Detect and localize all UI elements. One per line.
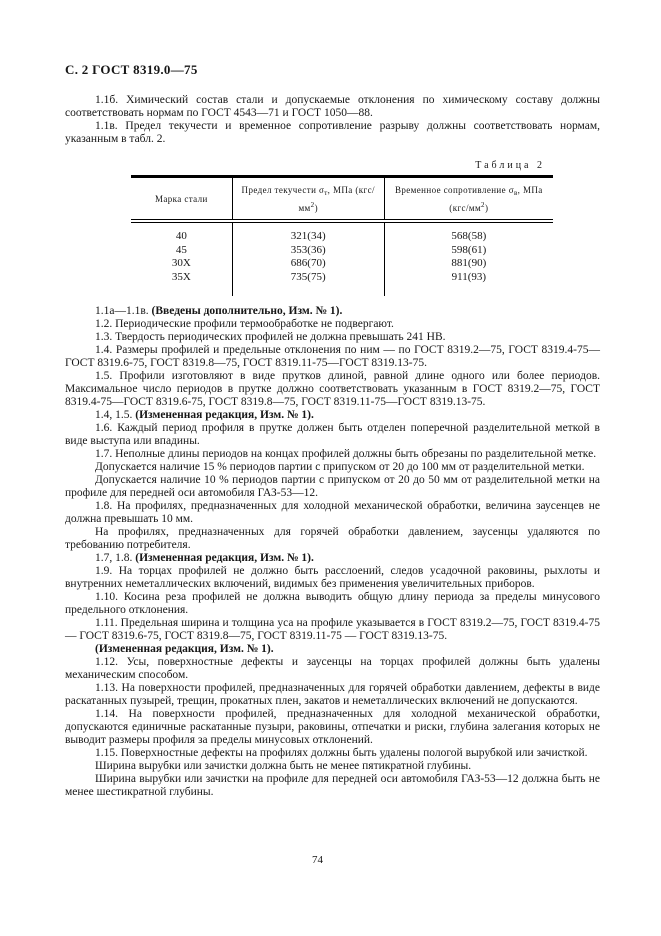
paragraph (65, 461, 600, 474)
text-segment: 1.8. На профилях, предназначенных для холодной механической обработки, величина заусенцев не должна превышать 10 мм. (65, 500, 600, 525)
column-header-label: Временное сопротивление σ (394, 185, 514, 195)
paragraph (65, 120, 600, 146)
paragraph (65, 656, 600, 682)
cell-tensile-strength: 911(93) (384, 271, 553, 297)
paragraph (65, 552, 600, 565)
amendment-note: (Измененная редакция, Изм. № 1). (135, 552, 314, 564)
table-row (131, 244, 553, 258)
cell-tensile-strength: 881(90) (384, 257, 553, 271)
amendment-note: (Измененная редакция, Изм. № 1). (135, 409, 314, 421)
text-segment: 1.7. Неполные длины периодов на концах профилей должны быть обрезаны по разделительной метке. (95, 448, 597, 460)
amendment-note: (Введены дополнительно, Изм. № 1). (151, 305, 343, 317)
cell-yield-strength: 321(34) (232, 221, 384, 244)
cell-yield-strength: 686(70) (232, 257, 384, 271)
paragraph (65, 448, 600, 461)
table-row (131, 257, 553, 271)
text-segment: 1.4. Размеры профилей и предельные отклонения по ним — по ГОСТ 8319.2—75, ГОСТ 8319.4-75—ГОСТ 8319.6-75, ГОСТ 8319.8—75, ГОСТ 8319.11-75—ГОСТ 8319.13-75. (65, 344, 600, 369)
paragraph (65, 682, 600, 708)
paragraph (65, 370, 600, 409)
text-segment: 1.6. Каждый период профиля в прутке должен быть отделен поперечной разделительной меткой в виде выступа или впадины. (65, 422, 600, 447)
main-paragraphs (65, 305, 600, 799)
column-header-steel-grade (131, 177, 232, 222)
column-header-tensile-strength (384, 177, 553, 222)
paragraph (65, 526, 600, 552)
paragraph (65, 318, 600, 331)
text-segment: 1.4, 1.5. (95, 409, 136, 421)
column-header-label: ) (314, 203, 318, 213)
steel-grades-table (131, 175, 553, 296)
squared-superscript: 2 (481, 201, 485, 209)
text-segment: 1.1а—1.1в. (95, 305, 152, 317)
cell-steel-grade: 40 (175, 230, 187, 242)
paragraph (65, 747, 600, 760)
text-segment: На профилях, предназначенных для горячей обработки давлением, заусенцы удаляются по требованию потребителя. (65, 526, 600, 551)
paragraph (65, 305, 600, 318)
text-segment: 1.5. Профили изготовляют в виде прутков длиной, равной длине одного или более периодов. Максимальное число периодов в прутке должно соответствовать указанным в ГОСТ 8319.2—75, ГОСТ 8319.4-75—ГОСТ 8319.6-75, ГОСТ 8319.8—75, ГОСТ 8319.11-75—ГОСТ 8319.13-75. (65, 370, 600, 408)
cell-steel-grade: 35Х (171, 270, 191, 283)
paragraph (65, 643, 600, 656)
paragraph (65, 94, 600, 120)
text-segment: Ширина вырубки или зачистки должна быть не менее пятикратной глубины. (95, 760, 472, 772)
column-header-yield-strength (232, 177, 384, 222)
intro-paragraphs (65, 94, 600, 146)
text-segment: 1.13. На поверхности профилей, предназначенных для горячей обработки давлением, дефекты в виде раскатанных пузырей, трещин, прокатных плен, закатов и неметаллических включений не допускаются. (65, 682, 600, 707)
text-segment: 1.14. На поверхности профилей, предназначенных для холодной механической обработки, допускаются единичные раскатанные пузыри, раковины, отпечатки и риски, глубина залегания которых не выводит размеры профиля за пределы минусовых отклонений. (65, 708, 600, 746)
column-header-label: ) (484, 203, 489, 213)
cell-yield-strength: 735(75) (232, 271, 384, 297)
paragraph (65, 617, 600, 643)
column-header-label: , МПа (кгс/мм (298, 185, 375, 213)
column-header-label: Марка стали (154, 194, 208, 204)
table-label: Таблица 2 (475, 160, 545, 171)
paragraph (65, 500, 600, 526)
text-segment: 1.9. На торцах профилей не должно быть расслоений, следов усадочной раковины, рыхлоты и внутренних неметаллических включений, видимых без применения увеличительных приборов. (65, 565, 600, 590)
table-block (131, 160, 553, 296)
text-segment: 1.1б. Химический состав стали и допускаемые отклонения по химическому составу должны соответствовать нормам по ГОСТ 4543—71 и ГОСТ 1050—88. (65, 94, 600, 119)
paragraph (65, 773, 600, 799)
text-segment: 1.10. Косина реза профилей не должна выводить общую длину периода за пределы минусового предельного отклонения. (65, 591, 600, 616)
column-header-label: Предел текучести σ (241, 185, 325, 195)
text-segment: 1.2. Периодические профили термообработке не подвергают. (95, 318, 394, 330)
table-row (131, 271, 553, 297)
text-segment: Ширина вырубки или зачистки на профиле для передней оси автомобиля ГАЗ-53—12 должна быть не менее шестикратной глубины. (65, 773, 600, 798)
text-segment: Допускается наличие 15 % периодов партии с припуском от 20 до 100 мм от разделительной метки. (95, 461, 585, 473)
column-header-label: , МПа (кгс/мм (449, 185, 543, 213)
paragraph (65, 760, 600, 773)
text-segment: Допускается наличие 10 % периодов партии с припуском от 20 до 50 мм от разделительной метки на профиле для передней оси автомобиля ГАЗ-53—12. (65, 474, 600, 499)
document-content (65, 62, 600, 799)
sigma-subscript: т (324, 189, 328, 197)
paragraph (65, 591, 600, 617)
paragraph (65, 409, 600, 422)
text-segment: 1.7, 1.8. (95, 552, 136, 564)
table-header (131, 177, 553, 222)
page-header: С. 2 ГОСТ 8319.0—75 (65, 62, 198, 77)
table-row (131, 221, 553, 244)
text-segment: 1.11. Предельная ширина и толщина уса на профиле указывается в ГОСТ 8319.2—75, ГОСТ 8319.4-75 — ГОСТ 8319.6-75, ГОСТ 8319.8—75, ГОСТ 8319.11-75 — ГОСТ 8319.13-75. (65, 617, 600, 642)
cell-tensile-strength: 598(61) (384, 244, 553, 258)
paragraph (65, 422, 600, 448)
text-segment: 1.12. Усы, поверхностные дефекты и заусенцы на торцах профилей должны быть удалены механическим способом. (65, 656, 600, 681)
text-segment: 1.3. Твердость периодических профилей не должна превышать 241 НВ. (95, 331, 446, 343)
cell-yield-strength: 353(36) (232, 244, 384, 258)
paragraph (65, 331, 600, 344)
paragraph (65, 708, 600, 747)
text-segment: 1.15. Поверхностные дефекты на профилях должны быть удалены пологой вырубкой или зачисткой. (95, 747, 588, 759)
amendment-note: (Измененная редакция, Изм. № 1). (95, 643, 274, 655)
squared-superscript: 2 (310, 201, 315, 209)
text-segment: 1.1в. Предел текучести и временное сопротивление разрыву должны соответствовать нормам, указанным в табл. 2. (65, 120, 600, 145)
cell-tensile-strength: 568(58) (384, 221, 553, 244)
table-body (131, 221, 553, 296)
paragraph (65, 565, 600, 591)
sigma-subscript: в (513, 189, 518, 197)
cell-steel-grade: 30Х (171, 257, 191, 269)
paragraph (65, 474, 600, 500)
cell-steel-grade: 45 (175, 243, 187, 256)
paragraph (65, 344, 600, 370)
page-number: 74 (312, 854, 323, 866)
